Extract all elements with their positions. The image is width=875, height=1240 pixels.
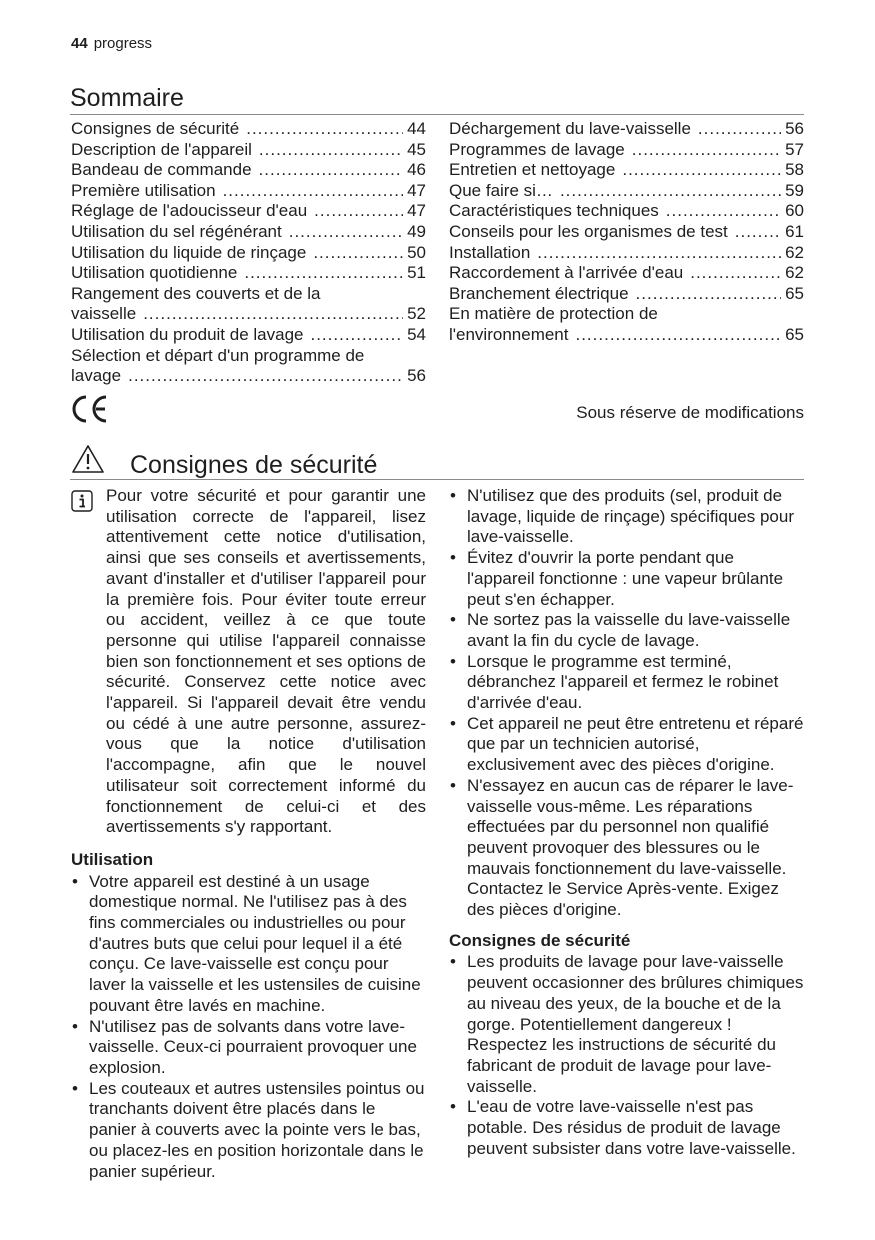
- list-item: • N'utilisez pas de solvants dans votre lave-vaisselle. Ceux-ci pourraient provoquer une explosion.: [71, 1017, 426, 1079]
- toc-entry: [71, 222, 426, 243]
- toc-entry: [71, 346, 426, 367]
- list-item: • Ne sortez pas la vaisselle du lave-vaisselle avant la fin du cycle de lavage.: [449, 610, 804, 651]
- list-item: • Les produits de lavage pour lave-vaisselle peuvent occasionner des brûlures chimiques au niveau des yeux, de la bouche et de la gorge. Potentiellement dangereux ! Respectez les instructions de sécurité du fabricant de produit de lavage pour lave-vaisselle.: [449, 952, 804, 1097]
- toc-page-number: 49: [407, 221, 426, 241]
- toc-entry: [449, 119, 804, 140]
- toc-entry-label: En matière de protection de: [449, 304, 658, 324]
- toc-page-number: 50: [407, 242, 426, 262]
- toc-entry: [71, 263, 426, 284]
- ce-mark-icon: [70, 394, 110, 424]
- toc-right-column: [449, 119, 804, 346]
- toc-entry-label: Raccordement à l'arrivée d'eau: [449, 263, 684, 283]
- toc-entry-label: Description de l'appareil: [71, 139, 252, 159]
- list-item: • N'utilisez que des produits (sel, produit de lavage, liquide de rinçage) spécifiques pour lave-vaisselle.: [449, 486, 804, 548]
- right-column: [449, 486, 804, 1160]
- sommaire-rule: [70, 114, 804, 115]
- toc-leader: [735, 222, 781, 243]
- toc-entry-label: Déchargement du lave-vaisselle: [449, 119, 691, 138]
- utilisation-list: [71, 872, 426, 1183]
- toc-entry-label: Utilisation du produit de lavage: [71, 324, 304, 344]
- toc-leader: [143, 304, 403, 325]
- toc-entry-label: Entretien et nettoyage: [449, 160, 616, 180]
- list-item: • Cet appareil ne peut être entretenu et réparé que par un technicien autorisé, exclusivement avec des pièces d'origine.: [449, 714, 804, 776]
- toc-entry: [449, 181, 804, 202]
- toc-entry-label: Programmes de lavage: [449, 139, 625, 159]
- toc-page-number: 54: [407, 324, 426, 344]
- toc-page-number: 58: [785, 160, 804, 180]
- toc-leader: [632, 140, 781, 161]
- toc-page-number: 62: [785, 263, 804, 283]
- toc-entry: [449, 243, 804, 264]
- toc-entry: [71, 243, 426, 264]
- toc-page-number: 65: [785, 283, 804, 303]
- toc-page-number: 45: [407, 139, 426, 159]
- section-rule: [70, 479, 804, 480]
- toc-entry-label: Rangement des couverts et de la: [71, 283, 321, 303]
- toc-page-number: 52: [407, 304, 426, 324]
- toc-entry-label: Bandeau de commande: [71, 160, 252, 180]
- toc-entry: [449, 160, 804, 181]
- toc-entry-label: vaisselle: [71, 304, 137, 324]
- toc-leader: [128, 366, 403, 387]
- toc-entry: [71, 181, 426, 202]
- utilisation-heading: Utilisation: [71, 849, 154, 869]
- toc-page-number: 61: [785, 221, 804, 241]
- toc-leader: [698, 119, 781, 140]
- list-item: • Les couteaux et autres ustensiles pointus ou tranchants doivent être placés dans le panier à couverts avec la pointe vers le bas, ou placez-les en position horizontale dans le panier supérieur.: [71, 1079, 426, 1183]
- toc-entry: [71, 284, 426, 305]
- toc-page-number: 44: [407, 119, 426, 138]
- toc-entry: [71, 140, 426, 161]
- toc-entry-label: Installation: [449, 242, 531, 262]
- toc-leader: [537, 243, 781, 264]
- toc-entry-label: Sélection et départ d'un programme de: [71, 345, 365, 365]
- toc-page-number: 46: [407, 160, 426, 180]
- left-column: [71, 486, 426, 1182]
- toc-entry: [449, 325, 804, 346]
- toc-entry: [449, 222, 804, 243]
- toc-entry: [449, 284, 804, 305]
- toc-entry: [71, 325, 426, 346]
- page-number: 44: [71, 35, 88, 52]
- reserve-note: Sous réserve de modifications: [576, 403, 804, 422]
- toc-entry-label: Utilisation du liquide de rinçage: [71, 242, 307, 262]
- toc-entry: [71, 160, 426, 181]
- toc-page-number: 47: [407, 180, 426, 200]
- toc-leader: [666, 201, 781, 222]
- toc-leader: [314, 201, 403, 222]
- toc-leader: [622, 160, 781, 181]
- brand-label: progress: [93, 35, 153, 52]
- toc-entry-label: Que faire si…: [449, 180, 553, 200]
- securite-list: [449, 952, 804, 1159]
- toc-page-number: 59: [785, 180, 804, 200]
- toc-leader: [223, 181, 404, 202]
- toc-entry-label: lavage: [71, 366, 122, 386]
- toc-entry-label: l'environnement: [449, 324, 569, 344]
- list-item: • N'essayez en aucun cas de réparer le lave-vaisselle vous-même. Les réparations effectuées par du personnel non qualifié peuvent provoquer des blessures ou le mauvais fonctionnement du lave-vaisselle. Contactez le Service Après-vente. Exigez des pièces d'origine.: [449, 776, 804, 921]
- toc-leader: [259, 140, 403, 161]
- toc-entry: [449, 140, 804, 161]
- toc-entry: [71, 201, 426, 222]
- toc-entry-label: Utilisation quotidienne: [71, 263, 238, 283]
- toc-leader: [313, 243, 403, 264]
- toc-page-number: 65: [785, 324, 804, 344]
- toc-entry-label: Caractéristiques techniques: [449, 201, 659, 221]
- precaution-list: [449, 486, 804, 921]
- toc-entry: [71, 366, 426, 387]
- toc-leader: [636, 284, 782, 305]
- toc-entry: [449, 304, 804, 325]
- toc-page-number: 56: [407, 366, 426, 386]
- toc-page-number: 60: [785, 201, 804, 221]
- sommaire-title: Sommaire: [70, 84, 184, 112]
- toc-entry: [449, 201, 804, 222]
- toc-entry-label: Première utilisation: [71, 180, 216, 200]
- toc-entry: [71, 119, 426, 140]
- warning-icon: [71, 444, 105, 474]
- toc-leader: [560, 181, 781, 202]
- toc-leader: [259, 160, 404, 181]
- securite-heading: Consignes de sécurité: [449, 930, 631, 950]
- toc-entry-label: Conseils pour les organismes de test: [449, 221, 728, 241]
- toc-entry: [71, 304, 426, 325]
- toc-page-number: 47: [407, 201, 426, 221]
- toc-leader: [310, 325, 403, 346]
- toc-page-number: 62: [785, 242, 804, 262]
- toc-leader: [289, 222, 403, 243]
- toc-leader: [690, 263, 781, 284]
- toc-entry-label: Branchement électrique: [449, 283, 629, 303]
- toc-leader: [246, 119, 403, 140]
- toc-page-number: 51: [407, 263, 426, 283]
- page-header: [71, 34, 152, 54]
- intro-text: Pour votre sécurité et pour garantir une utilisation correcte de l'appareil, lisez attentivement cette notice d'utilisation, ainsi que ses conseils et avertissements, avant d'installer et d'utiliser l'appareil pour la première fois. Pour éviter toute erreur ou accident, veillez à ce que toute personne qui utilise l'appareil connaisse bien son fonctionnement et ses options de sécurité. Conservez cette notice avec l'appareil. Si l'appareil devait être vendu ou cédé à une autre personne, assurez-vous que la notice d'utilisation l'accompagne, afin que le nouvel utilisateur soit correctement informé du fonctionnement de celui-ci et des avertissements s'y rapportant.: [106, 486, 426, 837]
- list-item: • Évitez d'ouvrir la porte pendant que l'appareil fonctionne : une vapeur brûlante peut s'en échapper.: [449, 548, 804, 610]
- toc-leader: [575, 325, 781, 346]
- list-item: • Lorsque le programme est terminé, débranchez l'appareil et fermez le robinet d'arrivée d'eau.: [449, 652, 804, 714]
- toc-entry: [449, 263, 804, 284]
- list-item: • Votre appareil est destiné à un usage domestique normal. Ne l'utilisez pas à des fins commerciales ou industrielles ou pour d'autres buts que celui pour lequel il a été conçu. Ce lave-vaisselle est conçu pour laver la vaisselle et les ustensiles de cuisine pouvant être lavés en machine.: [71, 872, 426, 1017]
- info-block: [71, 486, 426, 838]
- list-item: • L'eau de votre lave-vaisselle n'est pas potable. Des résidus de produit de lavage peuvent subsister dans votre lave-vaisselle.: [449, 1097, 804, 1159]
- toc-leader: [244, 263, 403, 284]
- toc-page-number: 57: [785, 139, 804, 159]
- toc-left-column: [71, 119, 426, 387]
- section-title: Consignes de sécurité: [130, 451, 378, 479]
- toc-entry-label: Utilisation du sel régénérant: [71, 221, 282, 241]
- info-icon: [71, 490, 93, 512]
- toc-entry-label: Consignes de sécurité: [71, 119, 240, 138]
- toc-page-number: 56: [785, 119, 804, 138]
- toc-entry-label: Réglage de l'adoucisseur d'eau: [71, 201, 308, 221]
